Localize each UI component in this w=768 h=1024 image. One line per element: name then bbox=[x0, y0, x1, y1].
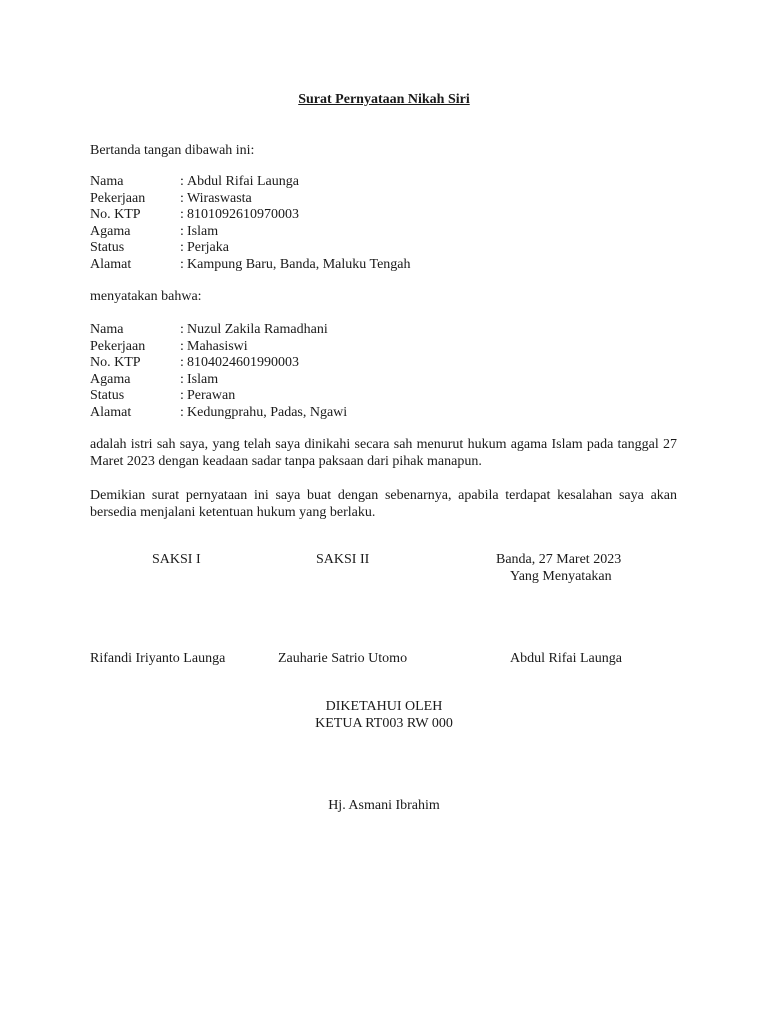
field-label: Agama bbox=[90, 371, 131, 387]
field-label: Nama bbox=[90, 174, 124, 189]
wife-religion-row bbox=[90, 372, 690, 389]
paragraph-marriage-statement: adalah istri sah saya, yang telah saya dinikahi secara sah menurut hukum agama Islam pada tanggal 27 Maret 2023 dengan keadaan sadar tanpa paksaan dari pihak manapun. bbox=[90, 437, 677, 469]
wife-details bbox=[90, 322, 690, 421]
husband-religion: Islam bbox=[187, 223, 219, 239]
paragraph-closing: Demikian surat pernyataan ini saya buat dengan sebenarnya, apabila terdapat kesalahan saya akan bersedia menjalani ketentuan hukum yang berlaku. bbox=[90, 488, 677, 520]
witness2-label: SAKSI II bbox=[316, 552, 370, 567]
husband-job: Wiraswasta bbox=[187, 190, 252, 206]
husband-address-row bbox=[90, 257, 690, 274]
declarant-name: Abdul Rifai Launga bbox=[510, 651, 622, 666]
field-label: Status bbox=[90, 388, 125, 403]
acknowledged-name: Hj. Asmani Ibrahim bbox=[328, 798, 440, 813]
husband-job-row bbox=[90, 191, 690, 208]
witness2-name: Zauharie Satrio Utomo bbox=[278, 651, 408, 666]
wife-religion: Islam bbox=[187, 371, 219, 387]
wife-status-row bbox=[90, 388, 690, 405]
field-label: Alamat bbox=[90, 256, 132, 272]
field-label: Pekerjaan bbox=[90, 338, 146, 354]
document-title: Surat Pernyataan Nikah Siri bbox=[298, 92, 470, 107]
place-date: Banda, 27 Maret 2023 bbox=[496, 552, 622, 567]
wife-job: Mahasiswi bbox=[187, 338, 248, 354]
field-separator: : bbox=[180, 371, 184, 387]
field-label: Alamat bbox=[90, 404, 132, 420]
wife-ktp-row bbox=[90, 355, 690, 372]
field-separator: : bbox=[180, 190, 184, 206]
wife-name-row bbox=[90, 322, 690, 339]
husband-ktp-row bbox=[90, 207, 690, 224]
field-label: Agama bbox=[90, 223, 131, 239]
field-separator: : bbox=[180, 240, 184, 255]
wife-name: Nuzul Zakila Ramadhani bbox=[187, 322, 328, 337]
field-label: No. KTP bbox=[90, 207, 141, 222]
declarant-label: Yang Menyatakan bbox=[510, 569, 612, 584]
field-separator: : bbox=[180, 207, 184, 222]
wife-job-row bbox=[90, 339, 690, 356]
field-label: Status bbox=[90, 240, 125, 255]
field-separator: : bbox=[180, 174, 184, 189]
statement-intro: menyatakan bahwa: bbox=[90, 289, 202, 304]
wife-address: Kedungprahu, Padas, Ngawi bbox=[187, 404, 348, 420]
intro-text: Bertanda tangan dibawah ini: bbox=[90, 143, 255, 158]
field-separator: : bbox=[180, 355, 184, 370]
witness1-name: Rifandi Iriyanto Launga bbox=[90, 651, 226, 666]
husband-address: Kampung Baru, Banda, Maluku Tengah bbox=[187, 256, 411, 272]
husband-status-row bbox=[90, 240, 690, 257]
witness1-label: SAKSI I bbox=[152, 552, 201, 567]
field-separator: : bbox=[180, 223, 184, 239]
husband-religion-row bbox=[90, 224, 690, 241]
field-label: Nama bbox=[90, 322, 124, 337]
field-label: No. KTP bbox=[90, 355, 141, 370]
husband-ktp: 8101092610970003 bbox=[187, 207, 299, 222]
field-separator: : bbox=[180, 338, 184, 354]
husband-details bbox=[90, 174, 690, 273]
wife-address-row bbox=[90, 405, 690, 422]
husband-name: Abdul Rifai Launga bbox=[187, 174, 299, 189]
field-separator: : bbox=[180, 404, 184, 420]
wife-ktp: 8104024601990003 bbox=[187, 355, 299, 370]
wife-status: Perawan bbox=[187, 388, 236, 403]
acknowledged-line1: DIKETAHUI OLEH bbox=[325, 699, 443, 714]
husband-status: Perjaka bbox=[187, 240, 229, 255]
field-separator: : bbox=[180, 388, 184, 403]
husband-name-row bbox=[90, 174, 690, 191]
acknowledged-line2: KETUA RT003 RW 000 bbox=[315, 716, 453, 731]
field-separator: : bbox=[180, 256, 184, 272]
field-separator: : bbox=[180, 322, 184, 337]
field-label: Pekerjaan bbox=[90, 190, 146, 206]
